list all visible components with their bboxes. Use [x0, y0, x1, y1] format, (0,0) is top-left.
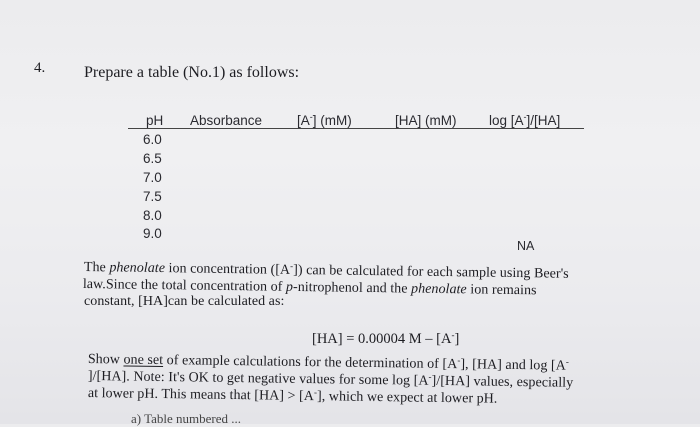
header-a-minus-close: ] (mM) [312, 113, 352, 128]
table-header-rule [128, 128, 584, 129]
ph-row: 6.5 [143, 151, 162, 166]
text-run: The [83, 260, 110, 276]
superscript-minus: - [451, 330, 455, 340]
header-log-ratio [489, 113, 560, 128]
header-absorbance: Absorbance [190, 113, 263, 128]
text-run: at lower pH. This means that [HA] > [A [87, 386, 315, 405]
text-run: of example calculations for the determination of [A [163, 353, 458, 373]
text-run: ion remains [466, 282, 537, 299]
text-run-italic: phenolate [109, 260, 166, 277]
text-run: ], which we expect at lower pH. [316, 389, 498, 407]
ph-row: 6.0 [143, 132, 162, 147]
ph-row: 9.0 [143, 226, 162, 241]
question-number: 4. [34, 60, 46, 76]
paragraph-line: constant, [HA]can be calculated as: [84, 294, 285, 309]
text-run: Show [87, 352, 124, 368]
text-run-italic: phenolate [410, 281, 467, 298]
superscript-minus: - [313, 387, 318, 398]
cutoff-text: a) Table numbered ... [131, 411, 242, 426]
superscript-minus: - [523, 112, 527, 122]
formula-text: [HA] = 0.00004 M – [A [312, 331, 452, 347]
ha-formula [312, 331, 459, 348]
superscript-minus: - [565, 356, 570, 367]
superscript-minus: - [309, 112, 313, 122]
text-run: -nitrophenol and the [292, 279, 412, 297]
header-log-close: ]/[HA] [526, 113, 561, 128]
text-run-italic: p [285, 279, 294, 295]
ph-row: 7.5 [143, 189, 162, 204]
superscript-minus: - [290, 260, 294, 271]
header-a-minus-open: [A [297, 113, 310, 128]
formula-text: ] [454, 331, 460, 347]
header-ha: [HA] (mM) [395, 113, 457, 128]
text-run: ], [HA] and log [A [460, 357, 566, 374]
text-run: ]) can be calculated for each sample using Beer's [293, 262, 569, 282]
ph-row: 8.0 [143, 208, 162, 223]
header-ph: pH [146, 113, 164, 128]
header-a-minus [297, 113, 352, 128]
text-run-underlined: one set [123, 352, 164, 369]
ph-row: 7.0 [143, 170, 162, 185]
text-run: law.Since the total concentration of [82, 277, 287, 295]
text-run: ]/[HA] values, especially [431, 373, 574, 391]
header-log-open: log [A [489, 113, 524, 128]
na-note: NA [517, 239, 535, 253]
superscript-minus: - [457, 355, 461, 366]
superscript-minus: - [428, 371, 432, 382]
text-run: ]/[HA]. Note: It's OK to get negative values for some log [A [87, 369, 429, 389]
question-prompt: Prepare a table (No.1) as follows: [84, 64, 300, 81]
text-run: ion concentration ([A [164, 261, 291, 278]
